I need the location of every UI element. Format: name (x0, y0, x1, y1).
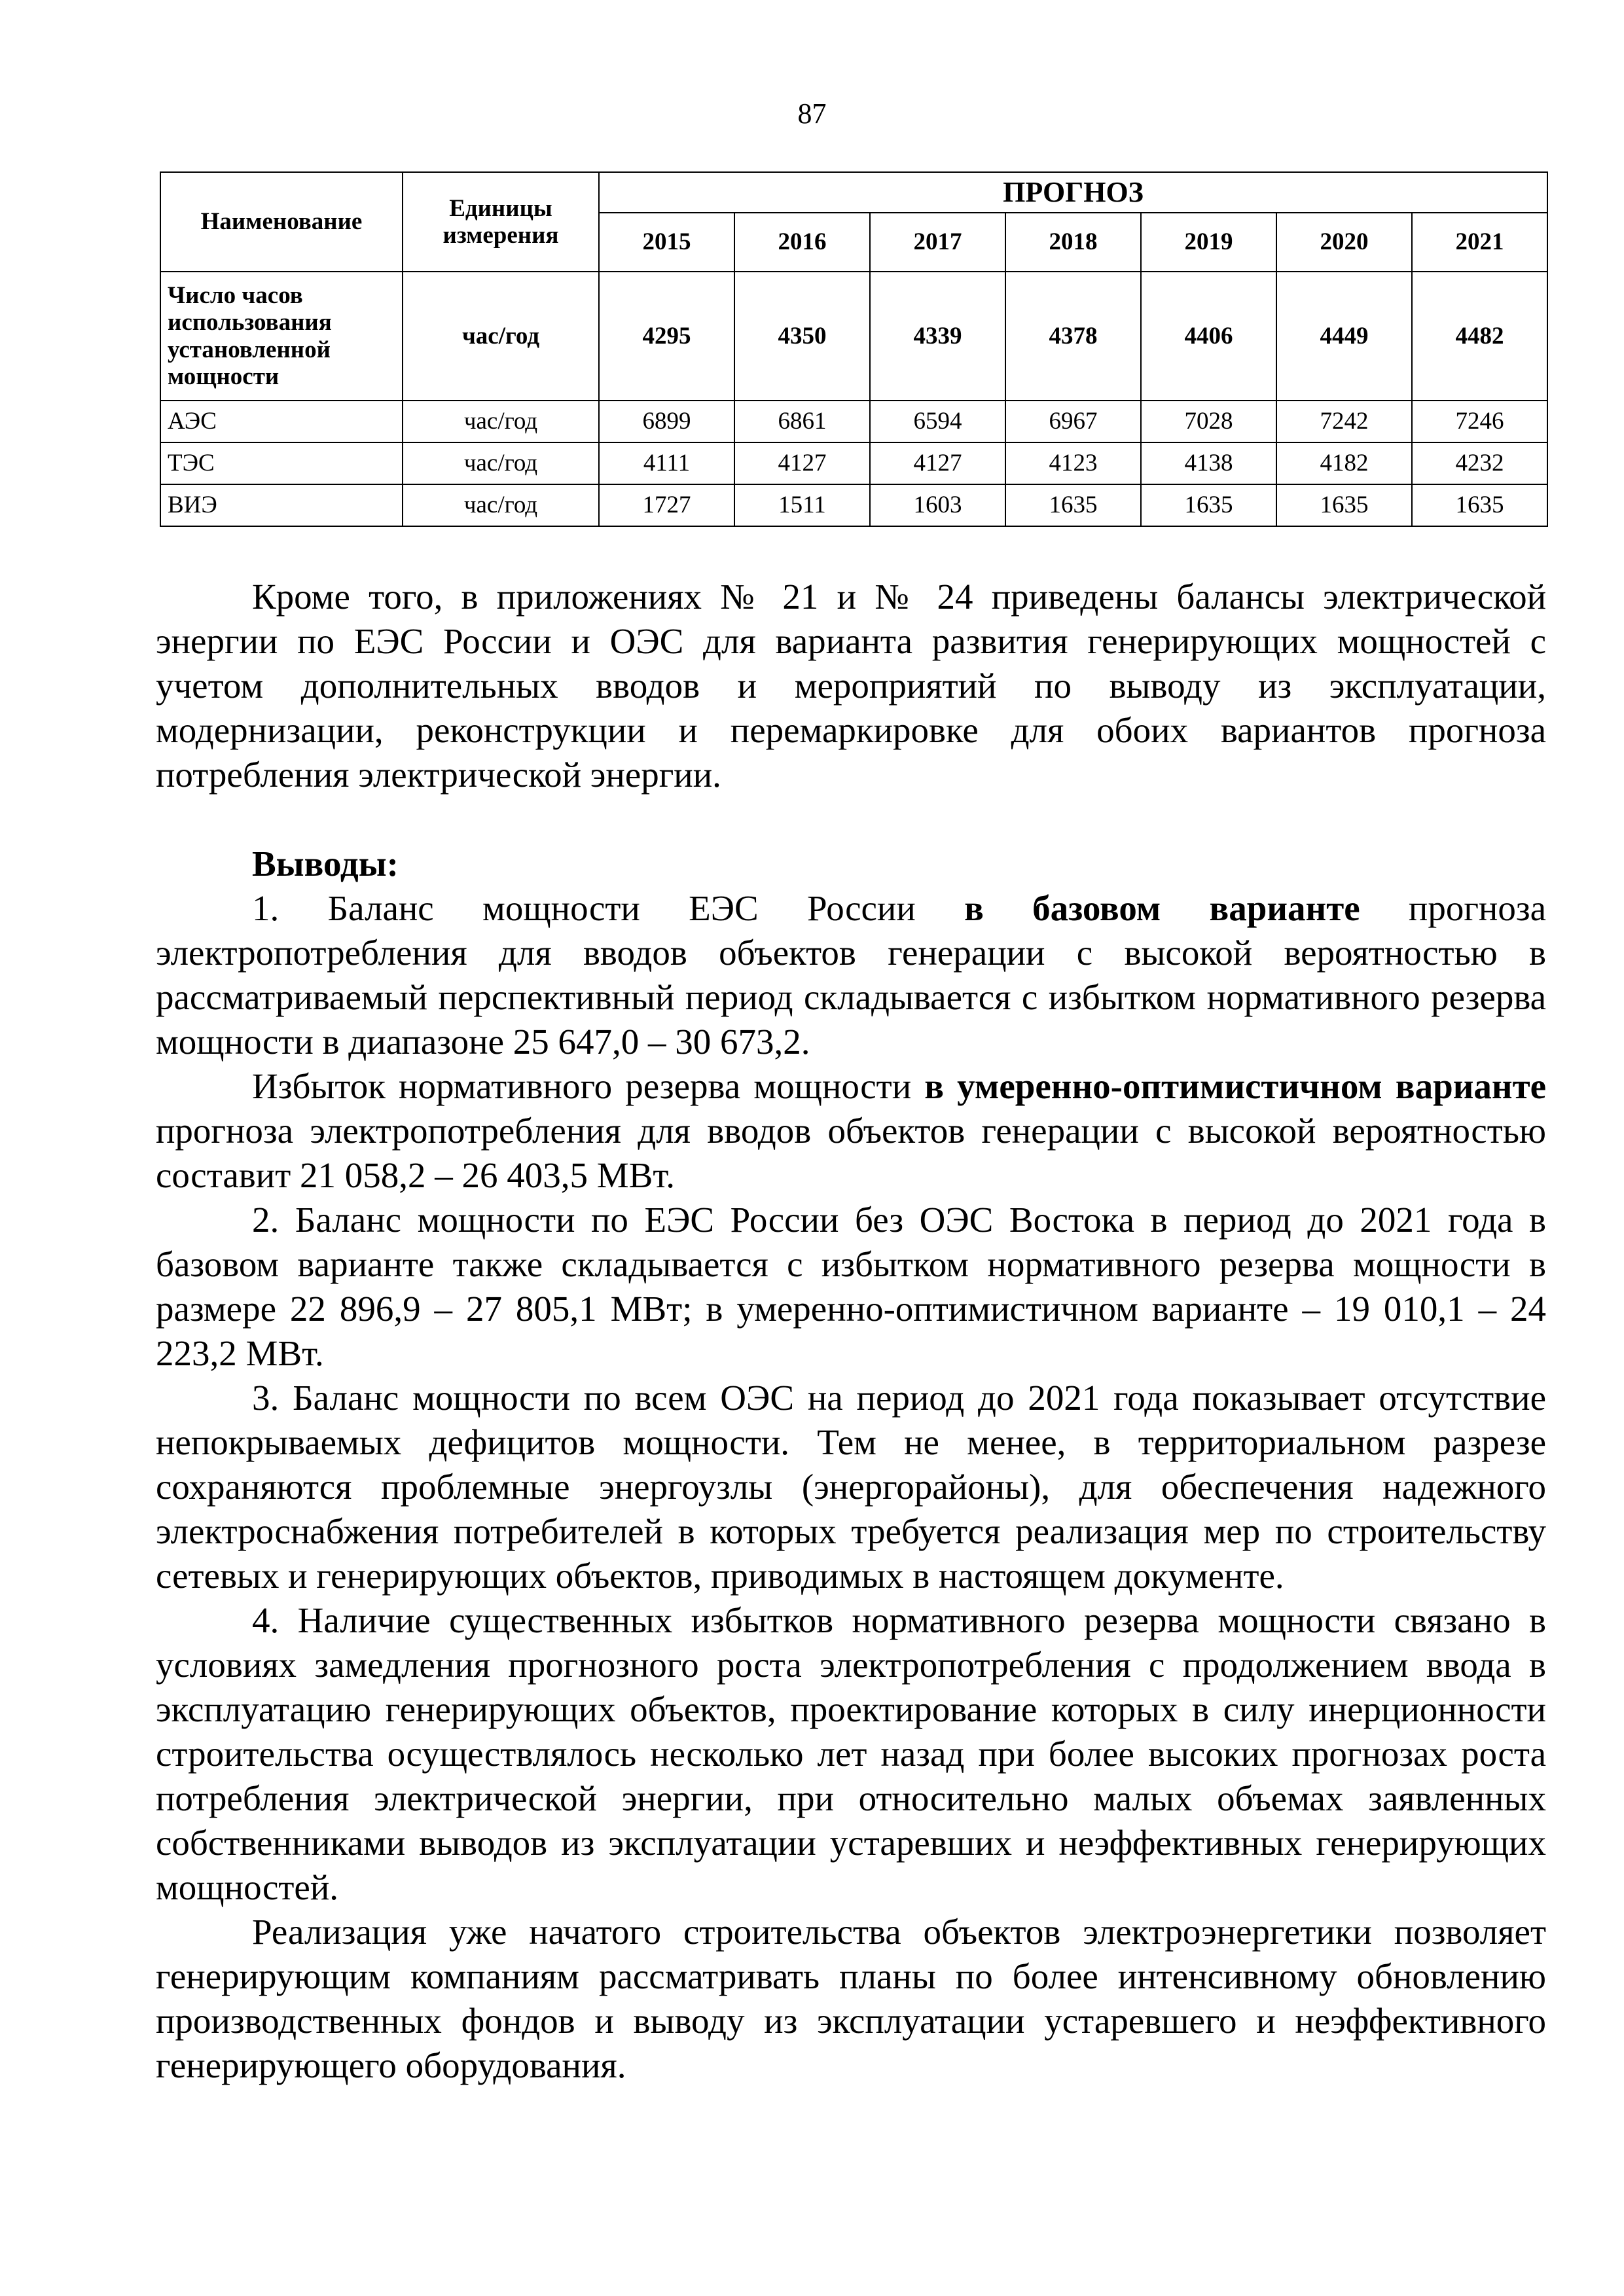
year-header: 2015 (599, 213, 734, 272)
paragraph (156, 1064, 1546, 1198)
conclusions-heading: Выводы: (252, 844, 399, 884)
table-cell: 6594 (870, 401, 1005, 442)
table-cell: 4123 (1005, 442, 1141, 484)
row-units: час/год (403, 484, 599, 526)
year-header: 2020 (1276, 213, 1412, 272)
table-cell: 4127 (734, 442, 870, 484)
year-header: 2019 (1141, 213, 1276, 272)
paragraph: 4. Наличие существенных избытков нормативного резерва мощности связано в условиях замедления прогнозного роста электропотребления с продолжением ввода в эксплуатацию генерирующих объектов, проектирование которых в силу инерционности строительства осуществлялось несколько лет назад при более высоких прогнозах роста потребления электрической энергии, при относительно малых объемах заявленных собственниками выводов из эксплуатации устаревших и неэффективных генерирующих мощностей. (156, 1600, 1546, 1907)
year-header: 2017 (870, 213, 1005, 272)
table-cell: 6899 (599, 401, 734, 442)
row-units: час/год (403, 272, 599, 401)
table-cell: 7246 (1412, 401, 1547, 442)
table-row (160, 272, 1547, 401)
table-cell: 1635 (1141, 484, 1276, 526)
paragraph: Реализация уже начатого строительства объектов электроэнергетики позволяет генерирующим компаниям рассматривать планы по более интенсивному обновлению производственных фондов и выводу из эксплуатации устаревшего и неэффективного генерирующего оборудования. (156, 1912, 1546, 2085)
page-number: 87 (797, 98, 827, 130)
table-cell: 4350 (734, 272, 870, 401)
table-cell: 1603 (870, 484, 1005, 526)
table-cell: 1727 (599, 484, 734, 526)
table-cell: 7028 (1141, 401, 1276, 442)
text-span: прогноза электропотребления для вводов объектов генерации с высокой вероятностью составит 21 058,2 – 26 403,5 МВт. (156, 1111, 1546, 1195)
forecast-table (160, 171, 1548, 527)
year-header: 2021 (1412, 213, 1547, 272)
table-row (160, 442, 1547, 484)
header-name: Наименование (160, 172, 403, 272)
table-cell: 4449 (1276, 272, 1412, 401)
table-row (160, 401, 1547, 442)
row-name: АЭС (160, 401, 403, 442)
row-name: ТЭС (160, 442, 403, 484)
table-cell: 1511 (734, 484, 870, 526)
table-cell: 6861 (734, 401, 870, 442)
row-units: час/год (403, 442, 599, 484)
paragraph: 3. Баланс мощности по всем ОЭС на период до 2021 года показывает отсутствие непокрываемых дефицитов мощности. Тем не менее, в территориальном разрезе сохраняются проблемные энергоузлы (энергорайоны), для обеспечения надежного электроснабжения потребителей в которых требуется реализация мер по строительству сетевых и генерирующих объектов, приводимых в настоящем документе. (156, 1378, 1546, 1596)
table-cell: 4295 (599, 272, 734, 401)
table-cell: 7242 (1276, 401, 1412, 442)
text-span: прогноза электропотребления для вводов объектов генерации с высокой вероятностью в рассматриваемый перспективный период складывается с избытком нормативного резерва мощности в диапазоне 25 647,0 – 30 673,2. (156, 888, 1546, 1062)
text-span: 1. Баланс мощности ЕЭС России (252, 888, 965, 928)
table-cell: 1635 (1005, 484, 1141, 526)
table-cell: 4232 (1412, 442, 1547, 484)
table-cell: 4339 (870, 272, 1005, 401)
table-cell: 4482 (1412, 272, 1547, 401)
table-cell: 4111 (599, 442, 734, 484)
paragraph: Кроме того, в приложениях № 21 и № 24 приведены балансы электрической энергии по ЕЭС России и ОЭС для варианта развития генерирующих мощностей с учетом дополнительных вводов и мероприятий по выводу из эксплуатации, модернизации, реконструкции и перемаркировке для обоих вариантов прогноза потребления электрической энергии. (156, 577, 1546, 795)
emphasis: в умеренно-оптимистичном варианте (924, 1066, 1546, 1106)
body-text (156, 575, 1546, 2088)
paragraph: 2. Баланс мощности по ЕЭС России без ОЭС Востока в период до 2021 года в базовом варианте также складывается с избытком нормативного резерва мощности в размере 22 896,9 – 27 805,1 МВт; в умеренно-оптимистичном варианте – 19 010,1 – 24 223,2 МВт. (156, 1200, 1546, 1373)
table-cell: 1635 (1412, 484, 1547, 526)
row-units: час/год (403, 401, 599, 442)
table-cell: 4406 (1141, 272, 1276, 401)
table-cell: 4182 (1276, 442, 1412, 484)
year-header: 2016 (734, 213, 870, 272)
table-cell: 4378 (1005, 272, 1141, 401)
paragraph (156, 886, 1546, 1064)
text-span: Избыток нормативного резерва мощности (252, 1066, 925, 1106)
row-name: ВИЭ (160, 484, 403, 526)
table-cell: 1635 (1276, 484, 1412, 526)
header-forecast: ПРОГНОЗ (599, 172, 1547, 213)
emphasis: в базовом варианте (964, 888, 1360, 928)
year-header: 2018 (1005, 213, 1141, 272)
table-cell: 6967 (1005, 401, 1141, 442)
table-cell: 4138 (1141, 442, 1276, 484)
table-cell: 4127 (870, 442, 1005, 484)
row-name: Число часов использования установленной мощности (160, 272, 403, 401)
header-units: Единицы измерения (403, 172, 599, 272)
table-row (160, 484, 1547, 526)
